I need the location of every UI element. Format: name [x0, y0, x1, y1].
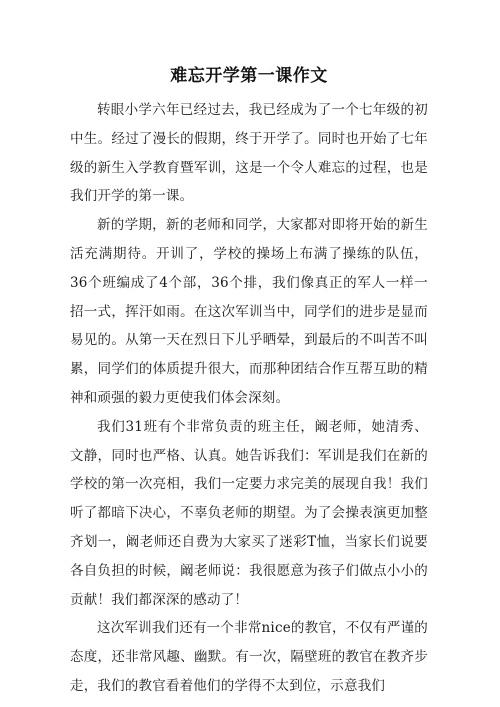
- paragraph: 转眼小学六年已经过去，我已经成为了一个七年级的初中生。经过了漫长的假期，终于开学了。同时也开始了七年级的新生入学教育暨军训，这是一个令人难忘的过程，也是我们开学的第一课。: [70, 102, 428, 205]
- document-body: [70, 96, 428, 701]
- paragraph: 新的学期，新的老师和同学，大家都对即将开始的新生活充满期待。开训了，学校的操场上布满了操练的队伍，36个班编成了4个部，36个排，我们像真正的军人一样一招一式，挥汗如雨。在这次军训当中，同学们的进步是显而易见的。从第一天在烈日下儿乎晒晕，到最后的不叫苦不叫累，同学们的体质提升很大，而那种团结合作互帮互助的精神和顽强的毅力更使我们体会深刻。: [70, 217, 428, 406]
- document-title: 难忘开学第一课作文: [170, 66, 328, 86]
- paragraph: 我们31班有个非常负责的班主任，阚老师，她清秀、文静，同时也严格、认真。她告诉我们：军训是我们在新的学校的第一次亮相，我们一定要力求完美的展现自我！我们听了都暗下决心，不辜负老师的期望。为了会操表演更加整齐划一，阚老师还自费为大家买了迷彩T恤，当家长们说要各自负担的时候，阚老师说：我很愿意为孩子们做点小小的贡献！我们都深深的感动了！: [70, 418, 428, 608]
- paragraph: 这次军训我们还有一个非常nice的教官，不仅有严谨的态度，还非常风趣、幽默。有一次，隔壁班的教官在教齐步走，我们的教官看着他们的学得不太到位，示意我们: [70, 620, 428, 694]
